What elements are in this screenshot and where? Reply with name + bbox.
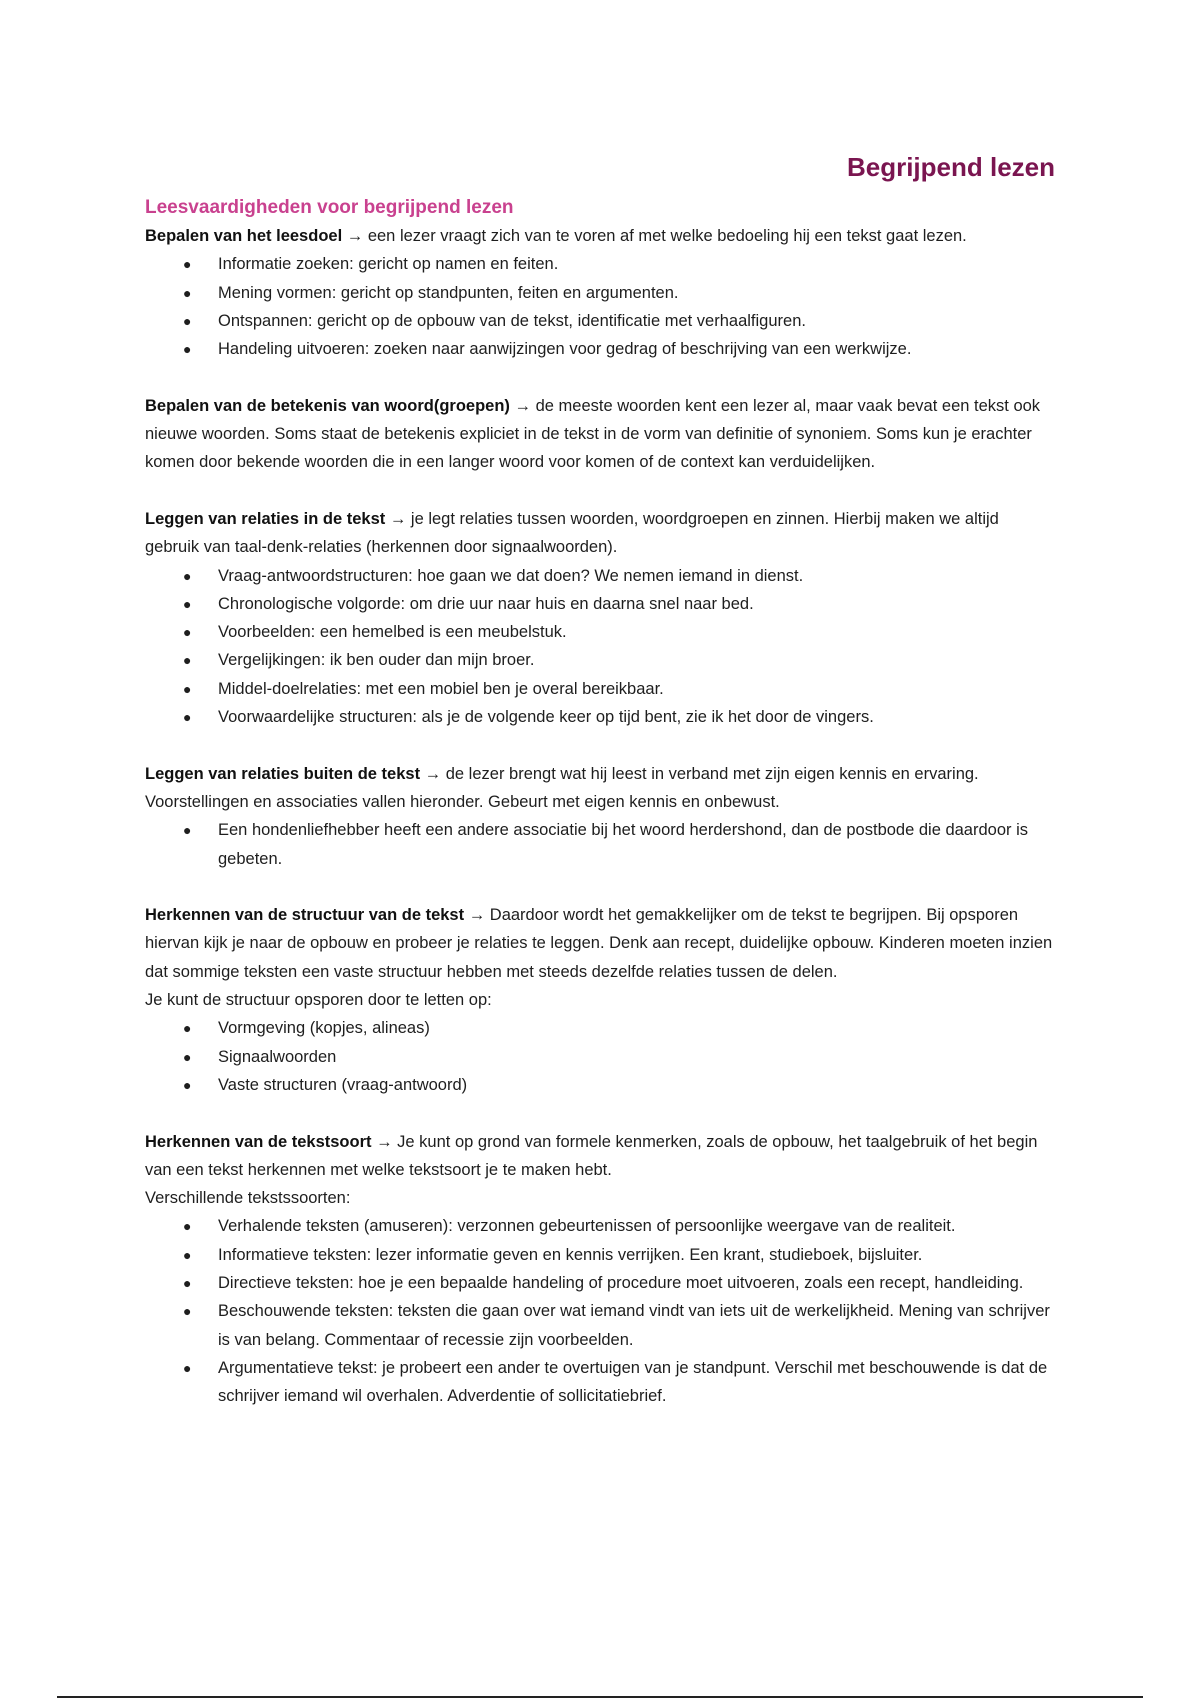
section-heading: Herkennen van de structuur van de tekst (145, 906, 465, 925)
section-gap (145, 873, 1055, 901)
list-item (145, 703, 1055, 731)
section-extra-line: Verschillende tekstssoorten: (145, 1189, 351, 1208)
bullet-list (145, 816, 1055, 873)
list-item (145, 816, 1055, 873)
list-item-text: Voorwaardelijke structuren: als je de volgende keer op tijd bent, zie ik het door de vingers. (218, 708, 874, 727)
list-item-text: Argumentatieve tekst: je probeert een ander te overtuigen van je standpunt. Verschil met beschouwende is dat de schrijver iemand wil overhalen. Adverdentie of sollicitatiebrief. (218, 1358, 1048, 1406)
section-paragraph (145, 760, 1055, 817)
section-gap (145, 1099, 1055, 1127)
list-item-text: Informatieve teksten: lezer informatie geven en kennis verrijken. Een krant, studieboek, bijsluiter. (218, 1245, 923, 1264)
footer-divider (57, 1696, 1143, 1698)
list-item (145, 279, 1055, 307)
bullet-icon: ● (183, 680, 192, 697)
list-item (145, 618, 1055, 646)
bullet-icon: ● (183, 1303, 192, 1320)
list-item-text: Beschouwende teksten: teksten die gaan over wat iemand vindt van iets uit de werkelijkheid. Mening van schrijver is van belang. Commentaar of recessie zijn voorbeelden. (218, 1302, 1050, 1349)
bullet-icon: ● (183, 1246, 192, 1263)
section-paragraph (145, 222, 1055, 250)
bullet-icon: ● (183, 595, 192, 612)
list-item-text: Een hondenliefhebber heeft een andere associatie bij het woord herdershond, dan de postbode die daardoor is gebeten. (218, 821, 1029, 868)
list-item (145, 1014, 1055, 1042)
list-item-text: Vergelijkingen: ik ben ouder dan mijn broer. (218, 651, 535, 670)
list-item-text: Handeling uitvoeren: zoeken naar aanwijzingen voor gedrag of beschrijving van een werkwijze. (218, 340, 912, 359)
list-item (145, 1212, 1055, 1240)
section-gap (145, 477, 1055, 505)
list-item-text: Directieve teksten: hoe je een bepaalde handeling of procedure moet uitvoeren, zoals een recept, handleiding. (218, 1273, 1024, 1292)
list-item (145, 675, 1055, 703)
section-paragraph (145, 901, 1055, 986)
list-item (145, 1354, 1055, 1411)
list-item (145, 1297, 1055, 1354)
section-heading: Leggen van relaties in de tekst (145, 509, 386, 528)
bullet-icon: ● (183, 341, 192, 358)
list-item-text: Informatie zoeken: gericht op namen en feiten. (218, 255, 559, 274)
bullet-icon: ● (183, 567, 192, 584)
list-item-text: Chronologische volgorde: om drie uur naar huis en daarna snel naar bed. (218, 594, 754, 613)
section-text: → je legt relaties tussen woorden, woordgroepen en zinnen. Hierbij maken we altijd gebruik van taal-denk-relaties (herkennen door signaalwoorden). (145, 509, 999, 557)
bullet-icon: ● (183, 822, 192, 839)
section-paragraph (145, 505, 1055, 562)
bullet-icon: ● (183, 1020, 192, 1037)
section-extra-line: Je kunt de structuur opsporen door te letten op: (145, 991, 492, 1010)
list-item (145, 590, 1055, 618)
section-text: → de lezer brengt wat hij leest in verband met zijn eigen kennis en ervaring. Voorstellingen en associaties vallen hieronder. Gebeurt met eigen kennis en onbewust. (145, 764, 979, 811)
section-gap (145, 363, 1055, 391)
section-paragraph (145, 1128, 1055, 1185)
section-text: → de meeste woorden kent een lezer al, maar vaak bevat een tekst ook nieuwe woorden. Soms staat de betekenis expliciet in de tekst in de vorm van definitie of synoniem. Soms kun je erachter komen door bekende woorden die in een langer woord voor komen of de context kan verduidelijken. (145, 396, 1041, 472)
section-text: → Daardoor wordt het gemakkelijker om de tekst te begrijpen. Bij opsporen hiervan kijk je naar de opbouw en probeer je relaties te leggen. Denk aan recept, duidelijke opbouw. Kinderen moeten inzien dat sommige teksten een vaste structuur hebben met steeds dezelfde relaties tussen de delen. (145, 906, 1053, 981)
bullet-list (145, 250, 1055, 363)
list-item-text: Ontspannen: gericht op de opbouw van de tekst, identificatie met verhaalfiguren. (218, 311, 806, 330)
list-item (145, 335, 1055, 363)
list-item-text: Middel-doelrelaties: met een mobiel ben je overal bereikbaar. (218, 679, 664, 698)
document-page (145, 150, 1055, 1410)
list-item (145, 562, 1055, 590)
sections-container (145, 222, 1055, 1410)
bullet-list (145, 1014, 1055, 1099)
list-item-text: Signaalwoorden (218, 1047, 337, 1066)
list-item (145, 1269, 1055, 1297)
bullet-icon: ● (183, 1359, 192, 1376)
bullet-icon: ● (183, 624, 192, 641)
bullet-icon: ● (183, 1274, 192, 1291)
list-item-text: Verhalende teksten (amuseren): verzonnen gebeurtenissen of persoonlijke weergave van de realiteit. (218, 1217, 956, 1236)
bullet-icon: ● (183, 652, 192, 669)
section-text: → een lezer vraagt zich van te voren af met welke bedoeling hij een tekst gaat lezen. (342, 227, 967, 245)
section-paragraph (145, 392, 1055, 477)
list-item-text: Voorbeelden: een hemelbed is een meubelstuk. (218, 623, 567, 642)
list-item-text: Mening vormen: gericht op standpunten, feiten en argumenten. (218, 283, 679, 302)
section-gap (145, 731, 1055, 759)
section-heading: Leggen van relaties buiten de tekst (145, 764, 421, 783)
section-heading: Bepalen van de betekenis van woord(groepen) (145, 396, 510, 415)
list-item-text: Vaste structuren (vraag-antwoord) (218, 1075, 468, 1094)
section-subtitle: Leesvaardigheden voor begrijpend lezen (145, 197, 514, 218)
bullet-icon: ● (183, 1218, 192, 1235)
list-item (145, 1071, 1055, 1099)
page-title: Begrijpend lezen (846, 152, 1055, 182)
bullet-icon: ● (183, 709, 192, 726)
list-item (145, 1241, 1055, 1269)
bullet-icon: ● (183, 1048, 192, 1065)
bullet-icon: ● (183, 1076, 192, 1093)
bullet-icon: ● (183, 284, 192, 301)
bullet-icon: ● (183, 312, 192, 329)
section-heading: Herkennen van de tekstsoort (145, 1132, 372, 1151)
list-item-text: Vraag-antwoordstructuren: hoe gaan we dat doen? We nemen iemand in dienst. (218, 566, 804, 585)
section-heading: Bepalen van het leesdoel (145, 227, 343, 245)
list-item (145, 307, 1055, 335)
list-item (145, 646, 1055, 674)
list-item (145, 250, 1055, 278)
bullet-list (145, 1212, 1055, 1410)
section-text: → Je kunt op grond van formele kenmerken, zoals de opbouw, het taalgebruik of het begin van een tekst herkennen met welke tekstsoort je te maken hebt. (145, 1132, 1038, 1179)
bullet-list (145, 562, 1055, 732)
list-item-text: Vormgeving (kopjes, alineas) (218, 1019, 430, 1038)
bullet-icon: ● (183, 256, 192, 273)
list-item (145, 1043, 1055, 1071)
